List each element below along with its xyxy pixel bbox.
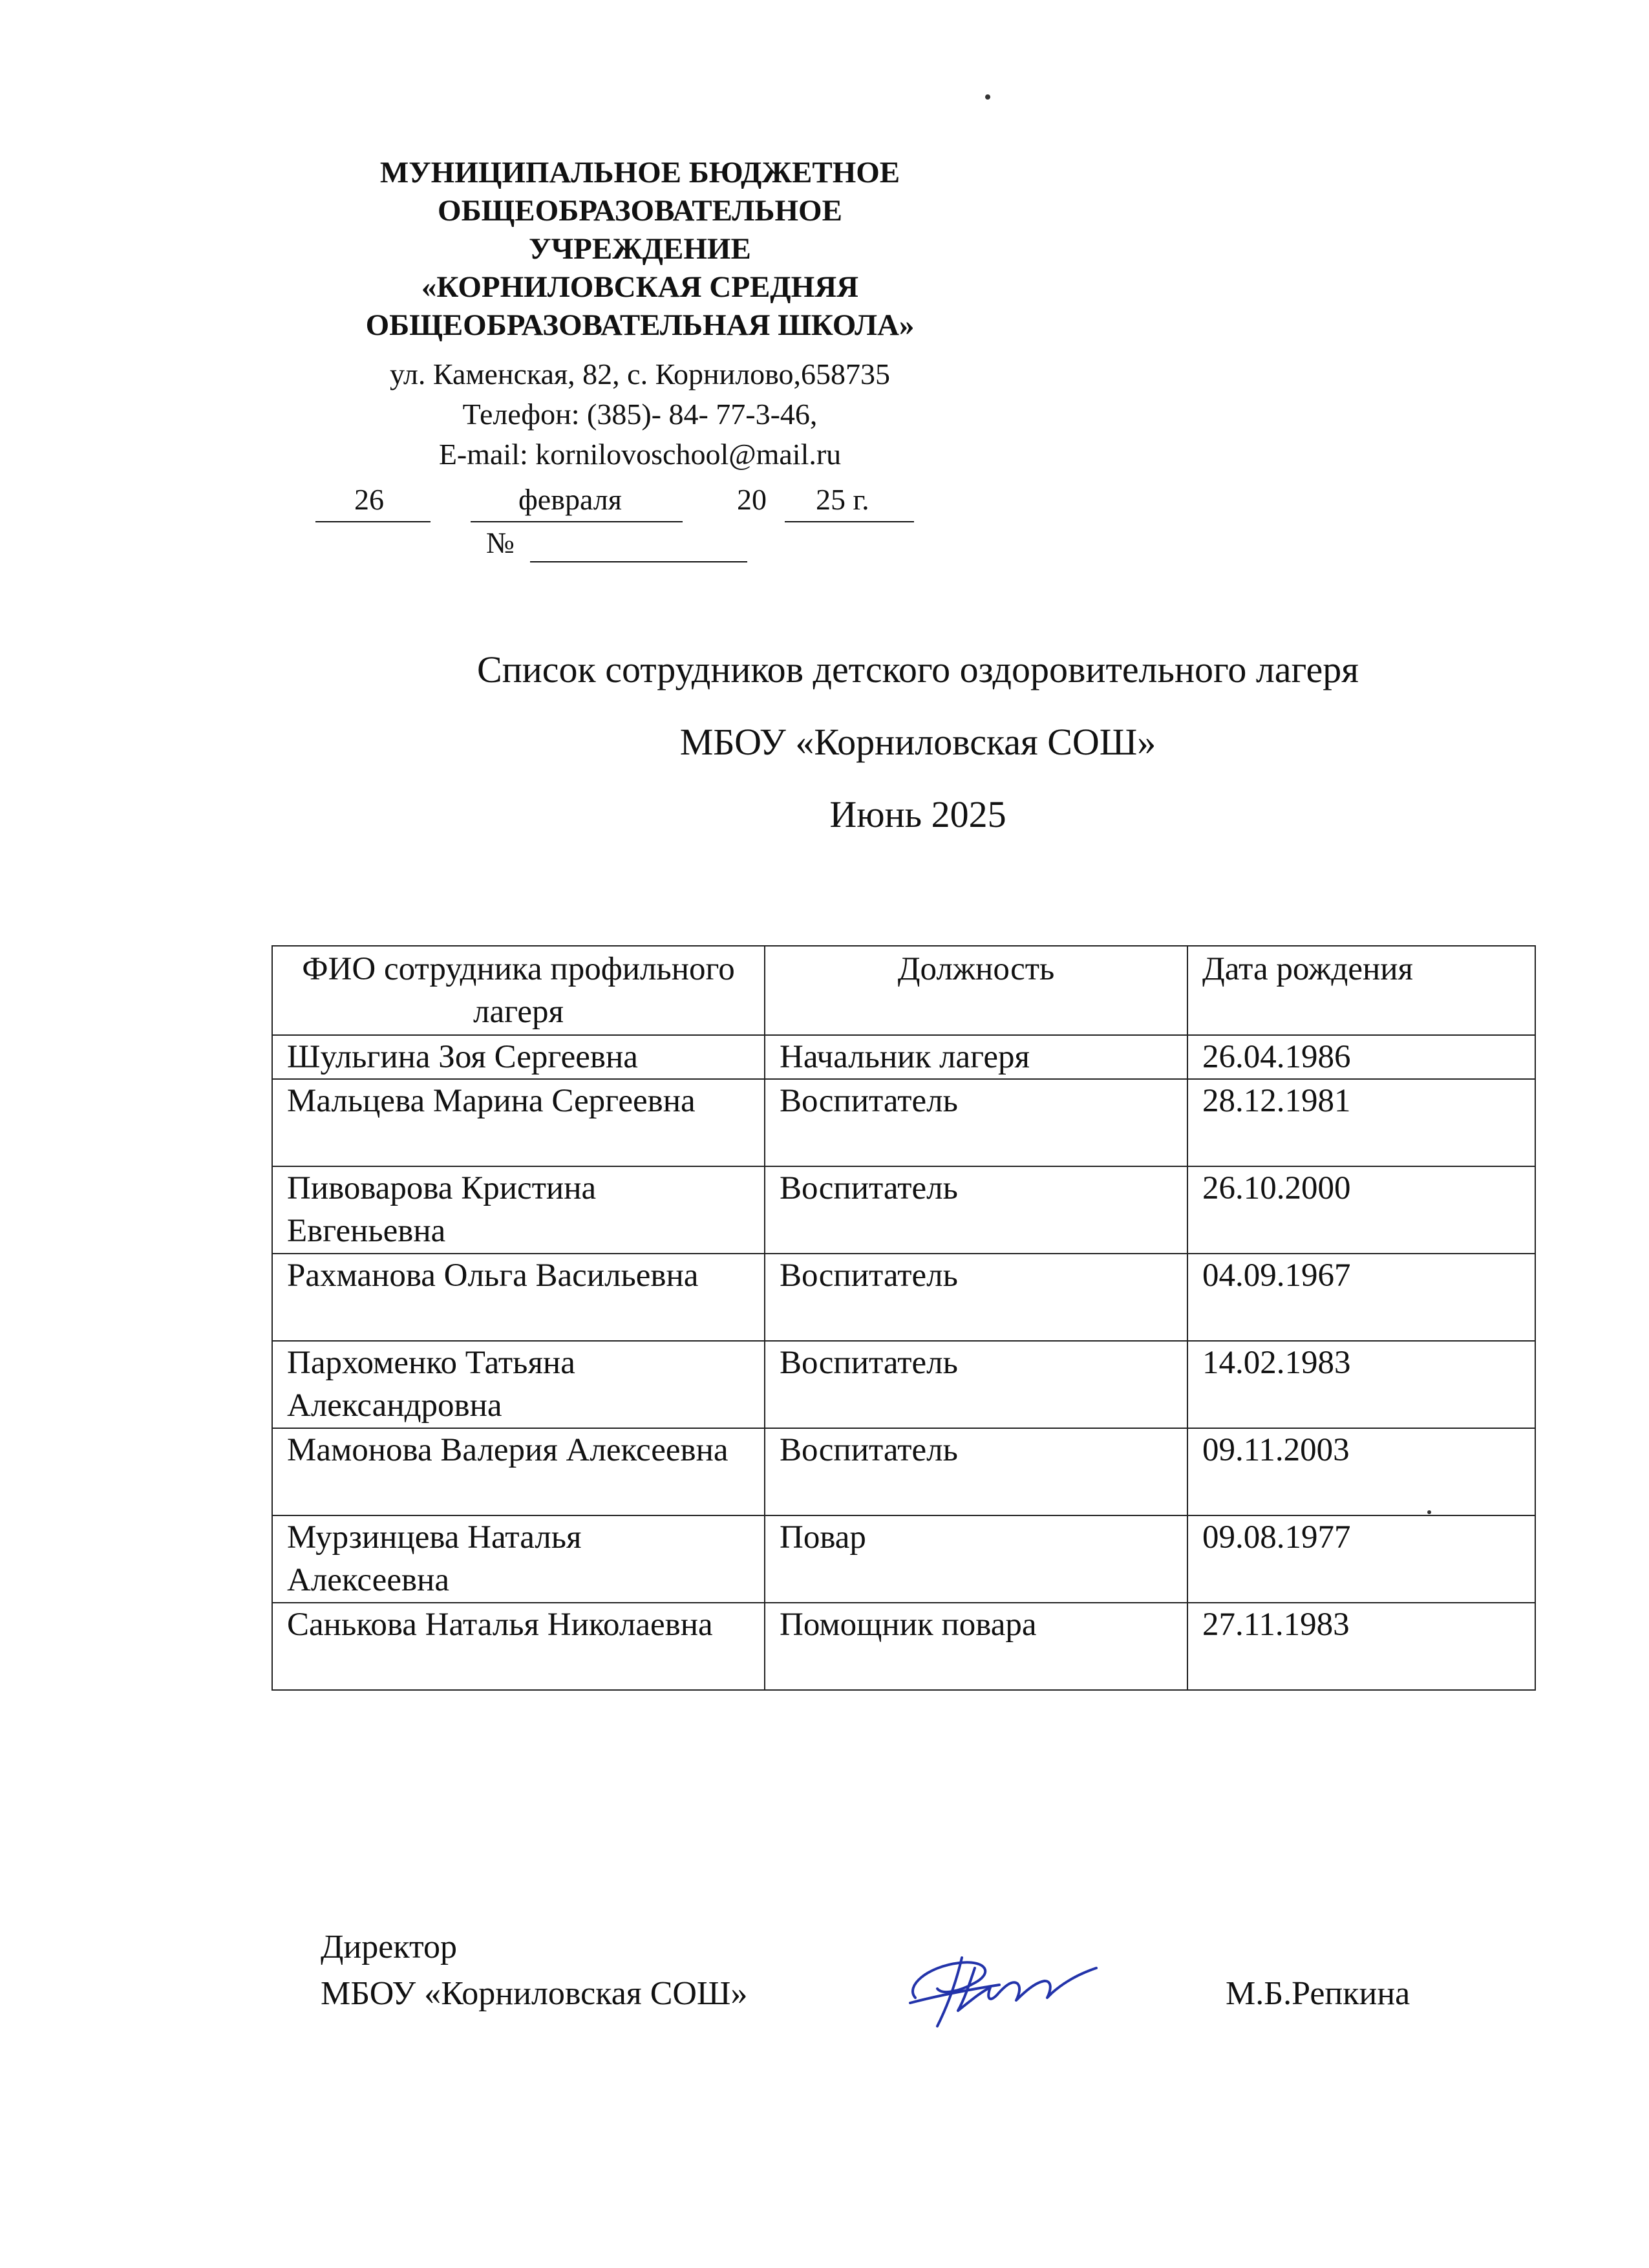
cell-name: Мурзинцева Наталья Алексеевна bbox=[272, 1515, 765, 1603]
date-month-underline bbox=[471, 521, 683, 522]
cell-position: Воспитатель bbox=[765, 1254, 1187, 1341]
cell-birthdate: 09.11.2003 bbox=[1187, 1428, 1535, 1515]
cell-name: Санькова Наталья Николаевна bbox=[272, 1603, 765, 1690]
cell-birthdate: 26.10.2000 bbox=[1187, 1166, 1535, 1254]
phone: Телефон: (385)- 84- 77-3-46, bbox=[462, 398, 818, 431]
cell-birthdate: 28.12.1981 bbox=[1187, 1079, 1535, 1166]
table-row bbox=[272, 1079, 1535, 1166]
table-row bbox=[272, 1035, 1535, 1079]
table-row bbox=[272, 1254, 1535, 1341]
date-day: 26 bbox=[354, 483, 384, 516]
staff-table bbox=[271, 945, 1536, 1691]
table-row bbox=[272, 1515, 1535, 1603]
scan-speck bbox=[985, 94, 990, 100]
cell-name: Шульгина Зоя Сергеевна bbox=[272, 1035, 765, 1079]
signatory-title-line-1: Директор bbox=[321, 1929, 457, 1965]
number-label: № bbox=[486, 526, 515, 559]
table-header-row bbox=[272, 946, 1535, 1035]
table-row bbox=[272, 1428, 1535, 1515]
cell-name: Рахманова Ольга Васильевна bbox=[272, 1254, 765, 1341]
cell-position: Начальник лагеря bbox=[765, 1035, 1187, 1079]
table-row bbox=[272, 1166, 1535, 1254]
signatory-name: М.Б.Репкина bbox=[1226, 1975, 1410, 2012]
cell-position: Воспитатель bbox=[765, 1341, 1187, 1428]
cell-birthdate: 04.09.1967 bbox=[1187, 1254, 1535, 1341]
org-line: «КОРНИЛОВСКАЯ СРЕДНЯЯ bbox=[421, 270, 859, 304]
column-header-birthdate: Дата рождения bbox=[1187, 946, 1535, 1035]
title-line-1: Список сотрудников детского оздоровительного лагеря bbox=[477, 648, 1359, 690]
cell-birthdate: 27.11.1983 bbox=[1187, 1603, 1535, 1690]
document-title bbox=[323, 634, 1513, 851]
column-header-position: Должность bbox=[765, 946, 1187, 1035]
email: E-mail: kornilovoschool@mail.ru bbox=[438, 438, 842, 471]
cell-position: Воспитатель bbox=[765, 1166, 1187, 1254]
title-line-3: Июнь 2025 bbox=[829, 793, 1006, 835]
date-year: 25 г. bbox=[816, 483, 869, 516]
org-line: УЧРЕЖДЕНИЕ bbox=[529, 232, 751, 266]
cell-position: Помощник повара bbox=[765, 1603, 1187, 1690]
column-header-name: ФИО сотрудника профильного лагеря bbox=[272, 946, 765, 1035]
date-month: февраля bbox=[518, 483, 622, 516]
cell-name: Мамонова Валерия Алексеевна bbox=[272, 1428, 765, 1515]
cell-birthdate: 26.04.1986 bbox=[1187, 1035, 1535, 1079]
org-line: ОБЩЕОБРАЗОВАТЕЛЬНОЕ bbox=[438, 194, 842, 228]
contact-block bbox=[284, 354, 995, 475]
org-line: ОБЩЕОБРАЗОВАТЕЛЬНАЯ ШКОЛА» bbox=[365, 308, 915, 342]
cell-position: Воспитатель bbox=[765, 1079, 1187, 1166]
cell-name: Пархоменко Татьяна Александровна bbox=[272, 1341, 765, 1428]
cell-position: Повар bbox=[765, 1515, 1187, 1603]
date-day-underline bbox=[315, 521, 431, 522]
cell-birthdate: 09.08.1977 bbox=[1187, 1515, 1535, 1603]
address: ул. Каменская, 82, с. Корнилово,658735 bbox=[389, 358, 891, 390]
cell-birthdate: 14.02.1983 bbox=[1187, 1341, 1535, 1428]
number-underline bbox=[530, 561, 747, 562]
cell-name: Пивоварова Кристина Евгеньевна bbox=[272, 1166, 765, 1254]
table-row bbox=[272, 1603, 1535, 1690]
date-century: 20 bbox=[737, 483, 767, 516]
date-year-underline bbox=[785, 521, 914, 522]
signatory-title-line-2: МБОУ «Корниловская СОШ» bbox=[321, 1975, 748, 2012]
cell-name: Мальцева Марина Сергеевна bbox=[272, 1079, 765, 1166]
title-line-2: МБОУ «Корниловская СОШ» bbox=[679, 721, 1156, 763]
organization-name bbox=[284, 154, 995, 345]
table-row bbox=[272, 1341, 1535, 1428]
org-line: МУНИЦИПАЛЬНОЕ БЮДЖЕТНОЕ bbox=[379, 156, 900, 189]
cell-position: Воспитатель bbox=[765, 1428, 1187, 1515]
handwritten-signature bbox=[889, 1938, 1109, 2035]
